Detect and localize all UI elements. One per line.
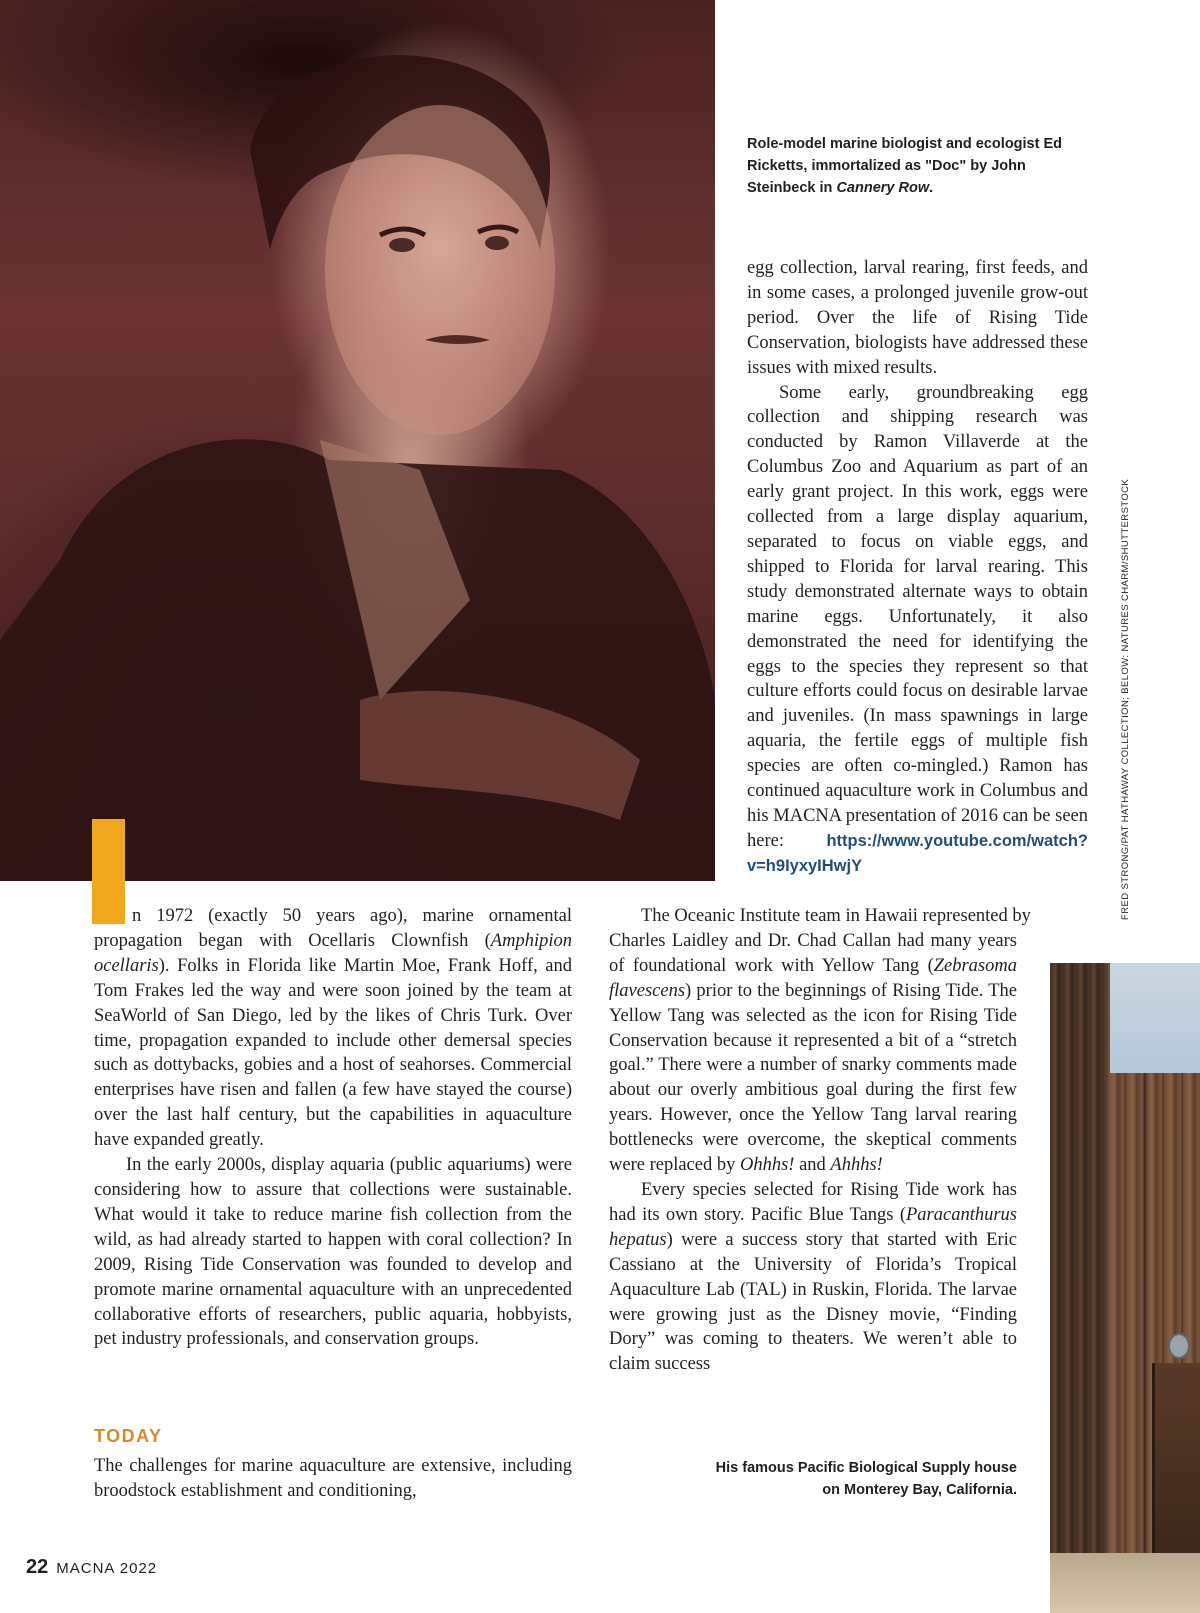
paragraph-text: ) prior to the beginnings of Rising Tide. The Yellow Tang was selected as the icon for Rising Tide Conservation because it represented a bit of a “stretch goal.” There were a number of snarky comments made about our overly ambitious goal during the first few years. However, once the Yellow Tang larval rearing bottlenecks were overcome, the skeptical comments were replaced by bbox=[609, 980, 1017, 1176]
left-column-text bbox=[94, 904, 572, 1352]
species-name: Zebrasoma flavescens bbox=[609, 955, 1017, 1001]
publication-name: MACNA 2022 bbox=[56, 1560, 158, 1577]
building-wall bbox=[1050, 963, 1108, 1613]
caption-book-title: Cannery Row bbox=[836, 180, 930, 196]
exclamation: Ahhhs! bbox=[830, 1155, 883, 1176]
left-column-bottom-text bbox=[94, 1454, 572, 1504]
utility-meter bbox=[1168, 1333, 1190, 1359]
caption-text: Role-model marine biologist and ecologist Ed Ricketts, immortalized as "Doc" by John Steinbeck in bbox=[747, 136, 1063, 196]
page-number: 22 bbox=[26, 1556, 49, 1578]
ed-ricketts-photo bbox=[0, 0, 715, 881]
page-footer bbox=[26, 1556, 157, 1579]
species-name: Amphipion ocellaris bbox=[94, 930, 572, 976]
youtube-link[interactable]: https://www.youtube.com/watch?v=h9IyxyIHwjY bbox=[747, 831, 1088, 875]
paragraph: In the early 2000s, display aquaria (public aquariums) were considering how to assure that collections were sustainable. What would it take to reduce marine fish collection from the wild, as had already started to happen with coral collection? In 2009, Rising Tide Conservation was founded to develop and promote marine ornamental aquaculture with an unprecedented collaborative efforts of researchers, public aquaria, hobbyists, pet industry professionals, and conservation groups. bbox=[94, 1155, 572, 1350]
pavement bbox=[1050, 1553, 1200, 1613]
paragraph: The challenges for marine aquaculture are extensive, including broodstock establishment and conditioning, bbox=[94, 1456, 572, 1501]
caption-period: . bbox=[929, 180, 934, 196]
building-door bbox=[1152, 1363, 1200, 1553]
paragraph bbox=[609, 1178, 1017, 1377]
paragraph-with-link bbox=[747, 381, 1088, 879]
paragraph-text: Some early, groundbreaking egg collection and shipping research was conducted by Ramon Villaverde at the Columbus Zoo and Aquarium as part of an early grant project. In this work, eggs were collected from a large display aquarium, separated to focus on viable eggs, and shipped to Florida for larval rearing. This study demonstrated alternate ways to obtain marine eggs. Unfortunately, it also demonstrated the need for identifying the eggs to the species they represent so that culture efforts could focus on desirable larvae and juveniles. (In mass spawnings in large aquaria, the fertile eggs of multiple fish species are often co-mingled.) Ramon has continued aquaculture work in Columbus and his MACNA presentation of 2016 can be seen here: bbox=[747, 382, 1088, 851]
exclamation: Ohhhs! bbox=[739, 1155, 795, 1176]
species-name: Paracanthurus hepatus bbox=[609, 1204, 1017, 1250]
paragraph: egg collection, larval rearing, first feeds, and in some cases, a prolonged juvenile grow-out period. Over the life of Rising Tide Conservation, biologists have addressed these issues with mixed results. bbox=[747, 258, 1088, 378]
paragraph-text: and bbox=[794, 1155, 831, 1176]
portrait-shapes bbox=[0, 0, 715, 881]
right-column-text bbox=[747, 256, 1088, 879]
pacific-biological-supply-photo bbox=[1050, 963, 1200, 1613]
photo-caption-top bbox=[747, 133, 1097, 199]
lead-paragraph bbox=[94, 904, 572, 1153]
paragraph bbox=[609, 929, 1017, 1178]
photo-credit: FRED STRONG/PAT HATHAWAY COLLECTION; BELOW: NATURES CHARM/SHUTTERSTOCK bbox=[1120, 478, 1131, 920]
paragraph-text: ) were a success story that started with Eric Cassiano at the University of Florida’s Tropical Aquaculture Lab (TAL) in Ruskin, Florida. The larvae were growing just as the Disney movie, “Finding Dory” was coming to theaters. We weren’t able to claim success bbox=[609, 1229, 1017, 1375]
paragraph-text: Charles Laidley and Dr. Chad Callan had many years of foundational work with Yellow Tang ( bbox=[609, 930, 1017, 976]
photo-caption-bottom: His famous Pacific Biological Supply house on Monterey Bay, California. bbox=[715, 1460, 1017, 1498]
middle-column-text bbox=[609, 904, 1031, 1377]
paragraph-text: ). Folks in Florida like Martin Moe, Frank Hoff, and Tom Frakes led the way and were soon joined by the team at SeaWorld of San Diego, led by the likes of Chris Turk. Over time, propagation expanded to include other demersal species such as dottybacks, gobies and a host of seahorses. Commercial enterprises have risen and fallen (a few have stayed the course) over the last half century, but the capabilities in aquaculture have expanded greatly. bbox=[94, 955, 572, 1151]
paragraph-text: Every species selected for Rising Tide work has had its own story. Pacific Blue Tangs ( bbox=[609, 1179, 1017, 1225]
sky-area bbox=[1110, 963, 1200, 1073]
paragraph-first-line: The Oceanic Institute team in Hawaii represented by bbox=[641, 906, 1031, 926]
paragraph-text: n 1972 (exactly 50 years ago), marine ornamental propagation began with Ocellaris Clownfish ( bbox=[94, 906, 572, 951]
section-heading: TODAY bbox=[94, 1426, 163, 1446]
